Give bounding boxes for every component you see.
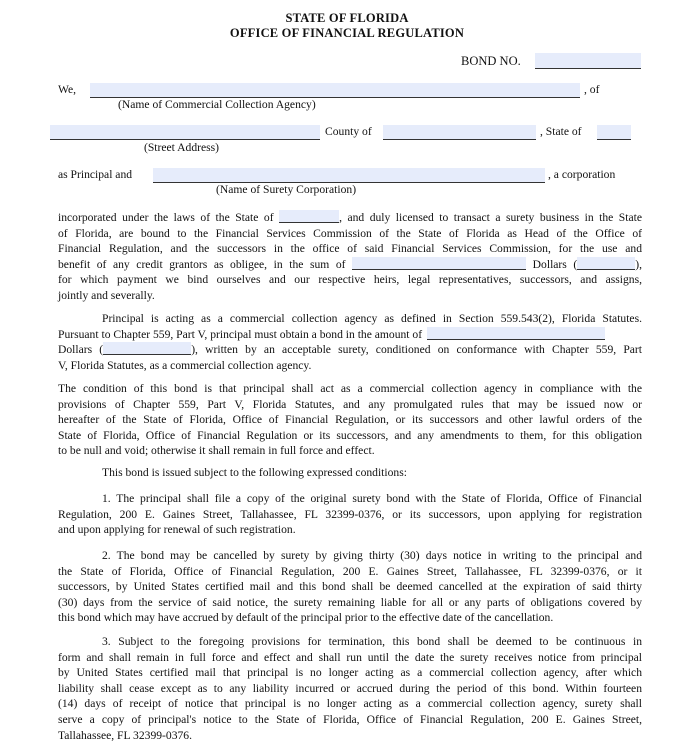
c1-line-2: Regulation, 200 E. Gaines Street, Tallahassee, FL 32399-0376, or its successors, upon applying for registration: [58, 507, 642, 521]
c3-line-3: by United States certified mail that principal is no longer acting as a commercial collection agency, after which: [58, 666, 642, 680]
principal-label: as Principal and: [58, 168, 133, 181]
c2-line-5: this bond which may have accrued by default of the principal prior to the effective date of the cancellation.: [58, 611, 554, 625]
sum-words-field[interactable]: [352, 257, 526, 270]
bond-amount-field[interactable]: [103, 342, 191, 355]
c2-line-3: successors, by United States certified mail and this bond shall be deemed cancelled at the expiration of said thirty: [58, 580, 642, 594]
p1-text-d: ),: [635, 257, 642, 271]
p3-line-1: The condition of this bond is that principal shall act as a commercial collection agency in compliance with the: [58, 382, 642, 395]
surety-caption: (Name of Surety Corporation): [216, 183, 357, 196]
we-label: We,: [58, 83, 77, 96]
p2-dollars-label: Dollars (: [58, 343, 104, 357]
p2-line-2: [58, 327, 642, 343]
p2-text-b: ), written by an acceptable surety, conditioned on conformance with Chapter 559, Part: [191, 343, 643, 357]
c3-line-2: form and shall remain in full force and effect and shall run until the date the surety receives notice from principal: [58, 650, 642, 664]
street-address-field[interactable]: [50, 125, 320, 140]
c3-line-4: liability shall cease except as to any liability incurred or accrued during the period of this bond. Within fourteen: [58, 681, 642, 695]
agency-caption: (Name of Commercial Collection Agency): [118, 98, 316, 111]
p1-line-5: for which payment we bind ourselves and our respective heirs, legal representatives, successors, and assigns,: [58, 273, 642, 287]
bond-amount-words-field[interactable]: [427, 327, 605, 340]
p1-line-3: Financial Regulation, and the successors in the office of said Financial Services Commission, for the use and: [58, 242, 642, 256]
p3-line-2: provisions of Chapter 559, Part V, Florida Statutes, and any promulgated rules that may be issued now or: [58, 397, 642, 411]
c3-line-5: (14) days of receipt of notice that principal is no longer acting as a commercial collection agency, surety shall: [58, 697, 642, 711]
c2-line-1: 2. The bond may be cancelled by surety by giving thirty (30) days notice in writing to the principal and: [102, 549, 642, 562]
sum-amount-field[interactable]: [577, 257, 635, 270]
condition-1: [58, 491, 642, 538]
c2-line-4: (30) days from the service of said notice, the surety remaining liable for all or any parts of obligations covered by: [58, 595, 642, 609]
conditions-intro: This bond is issued subject to the following expressed conditions:: [102, 466, 407, 479]
p1-text-c: benefit of any credit grantors as obligee, in the sum of: [58, 257, 346, 271]
p2-line-1: Principal is acting as a commercial collection agency as defined in Section 559.543(2), Florida Statutes.: [102, 312, 642, 325]
corporation-label: , a corporation: [548, 168, 616, 181]
p3-line-4: State of Florida, Office of Financial Regulation or its successors, and any amendments to them, for this obligation: [58, 428, 642, 442]
c1-line-1: 1. The principal shall file a copy of the original surety bond with the State of Florida, Office of Financial: [102, 492, 642, 505]
p2-line-4: V, Florida Statutes, as a commercial collection agency.: [58, 358, 312, 372]
bond-no-label: BOND NO.: [461, 54, 521, 68]
p3-line-3: hereafter of the State of Florida, Office of Financial Regulation, or its successors and other lawful orders of the: [58, 413, 642, 427]
bond-no-field[interactable]: [535, 53, 641, 69]
paragraph-obligation: [58, 210, 642, 304]
agency-name-field[interactable]: [90, 83, 580, 98]
p1-text-a: incorporated under the laws of the State of: [58, 211, 274, 224]
c1-line-3: and upon applying for renewal of such registration.: [58, 523, 296, 537]
county-field[interactable]: [383, 125, 536, 140]
p1-text-b: , and duly licensed to transact a surety business in the State: [339, 211, 642, 224]
paragraph-condition: [58, 381, 642, 459]
p1-line-4: [58, 257, 642, 273]
paragraph-definition: [58, 311, 642, 373]
c3-line-6: serve a copy of principal's notice to the State of Florida, Office of Financial Regulation, 200 E. Gaines Street,: [58, 712, 642, 726]
condition-3: [58, 634, 642, 743]
p3-line-5: to be null and void; otherwise it shall remain in full force and effect.: [58, 444, 375, 458]
p2-line-3: [58, 342, 642, 358]
document-title: STATE OF FLORIDA: [285, 11, 409, 25]
street-caption: (Street Address): [144, 141, 220, 154]
document-subtitle: OFFICE OF FINANCIAL REGULATION: [229, 26, 465, 40]
state-field[interactable]: [597, 125, 631, 140]
p1-line-2: of Florida, are bound to the Financial Services Commission of the State of Florida as Head of the Office of: [58, 226, 642, 240]
p1-line-6: jointly and severally.: [58, 288, 155, 302]
c3-line-1: 3. Subject to the foregoing provisions for termination, this bond shall be deemed to be continuous in: [102, 635, 642, 648]
condition-2: [58, 548, 642, 626]
state-label: , State of: [540, 125, 582, 138]
surety-name-field[interactable]: [153, 168, 545, 183]
c2-line-2: the State of Florida, Office of Financial Regulation, 200 E. Gaines Street, Tallahassee, FL 32399-0376, or it: [58, 564, 642, 578]
county-label: County of: [325, 125, 372, 138]
p2-text-a: Pursuant to Chapter 559, Part V, principal must obtain a bond in the amount of: [58, 327, 423, 341]
incorporation-state-field[interactable]: [279, 210, 339, 223]
of-label: , of: [584, 83, 600, 96]
p1-dollars-label: Dollars (: [532, 257, 578, 271]
c3-line-7: Tallahassee, FL 32399-0376.: [58, 728, 192, 742]
p1-line-1: [58, 210, 642, 226]
